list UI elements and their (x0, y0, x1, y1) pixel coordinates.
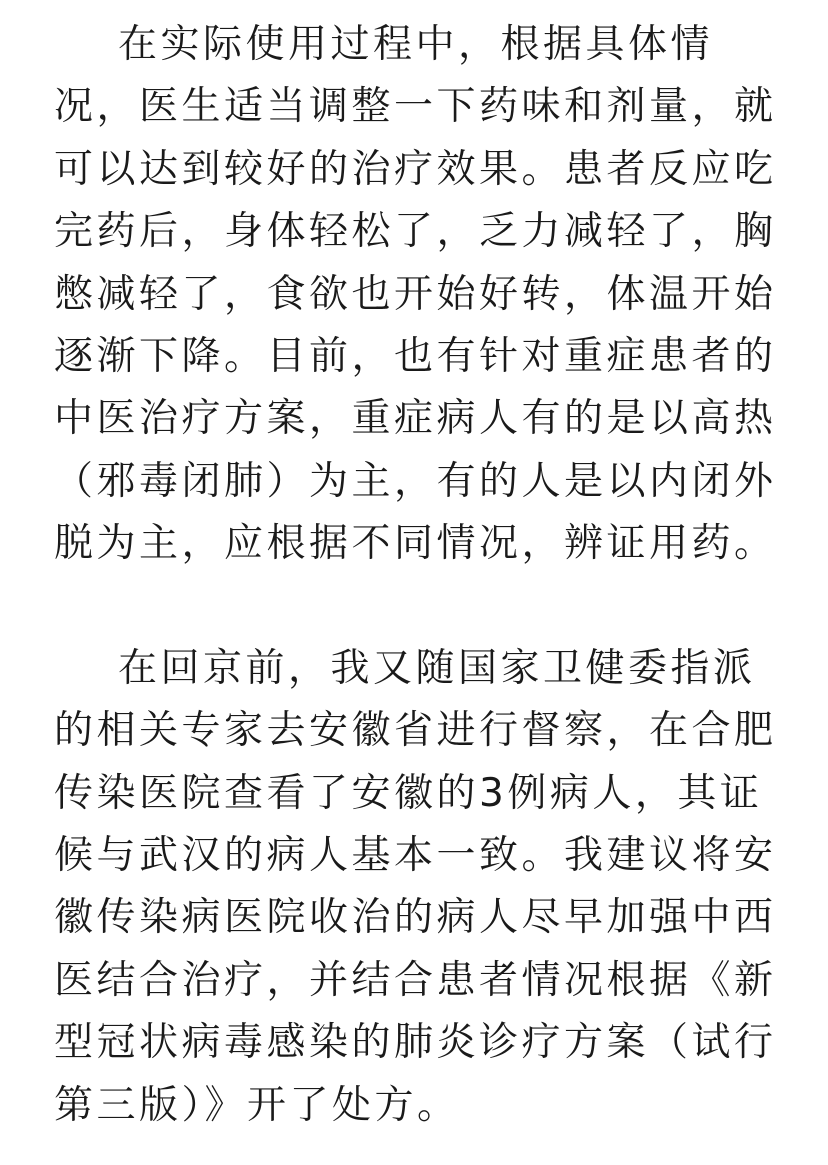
text-line: 候与武汉的病人基本一致。我建议将安 (54, 833, 777, 879)
text-line: 医结合治疗，并结合患者情况根据《新 (54, 957, 777, 1003)
text-line: 在回京前，我又随国家卫健委指派 (118, 645, 756, 691)
text-line: 中医治疗方案，重症病人有的是以高热 (54, 396, 777, 442)
text-line: 第三版）》开了处方。 (54, 1082, 460, 1128)
text-line: 逐渐下降。目前，也有针对重症患者的 (54, 333, 777, 379)
text-line: 传染医院查看了安徽的3例病人，其证 (54, 770, 763, 816)
text-line: 完药后，身体轻松了，乏力减轻了，胸 (54, 209, 777, 255)
paragraph-spacer (54, 576, 784, 638)
text-line: 型冠状病毒感染的肺炎诊疗方案（试行 (54, 1020, 777, 1066)
text-line: 徽传染病医院收治的病人尽早加强中西 (54, 895, 777, 941)
article-body (54, 14, 784, 1137)
text-line: 憋减轻了，食欲也开始好转，体温开始 (54, 271, 777, 317)
text-line: 在实际使用过程中，根据具体情 (118, 22, 714, 67)
paragraph-1 (54, 14, 784, 576)
text-line: 况，医生适当调整一下药味和剂量，就 (54, 84, 777, 130)
text-line: 脱为主，应根据不同情况，辨证用药。 (54, 521, 777, 567)
paragraph-2 (54, 638, 784, 1137)
text-line: 可以达到较好的治疗效果。患者反应吃 (54, 146, 777, 192)
text-line: （邪毒闭肺）为主，有的人是以内闭外 (54, 458, 777, 504)
text-line: 的相关专家去安徽省进行督察，在合肥 (54, 708, 777, 754)
